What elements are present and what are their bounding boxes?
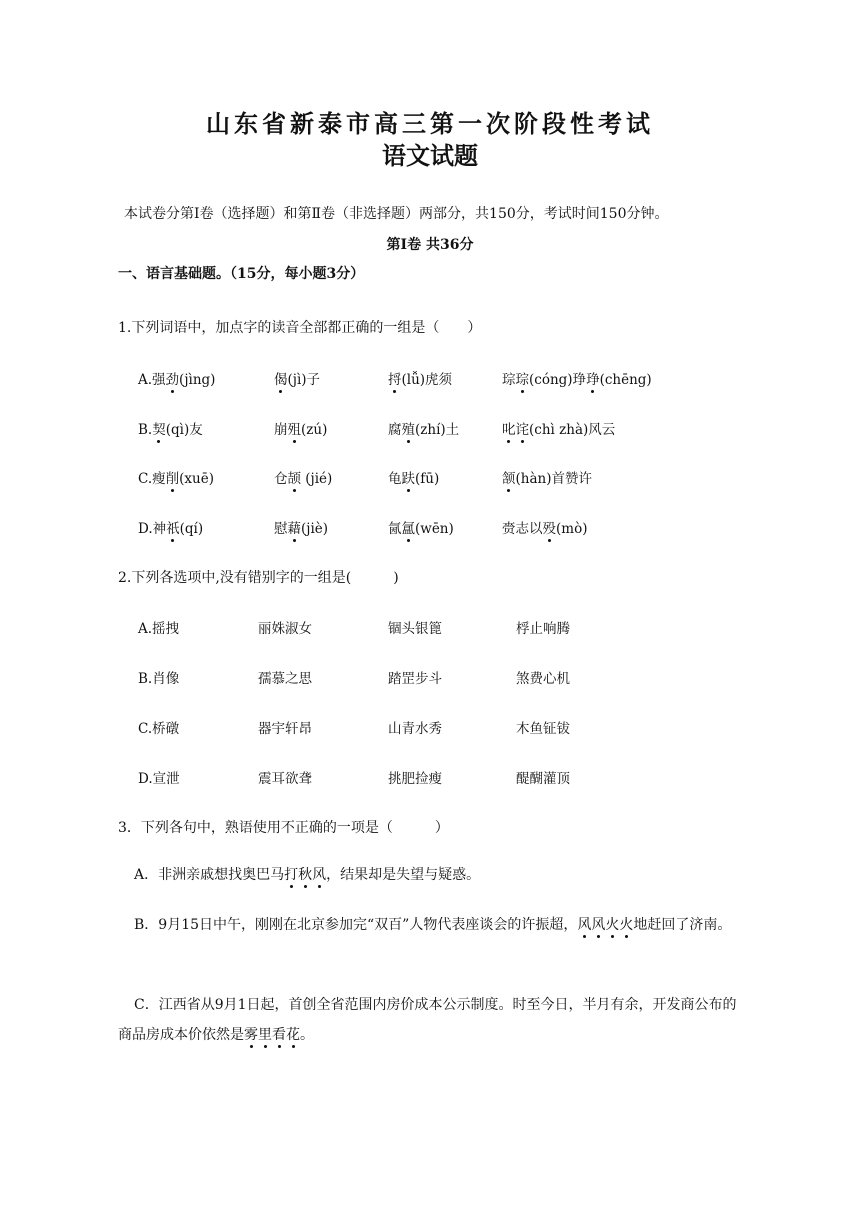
q2-c-c3: 山青水秀 xyxy=(388,721,442,737)
q1-a-c2: 偈(jì)子 xyxy=(274,372,321,388)
q2-a-c2: 丽姝淑女 xyxy=(258,621,312,637)
emphasis-char: 花 xyxy=(286,1027,300,1043)
q2-a-c4: 桴止响腾 xyxy=(516,621,570,637)
emphasis-char: 里 xyxy=(258,1027,272,1043)
emphasis-char: 雾 xyxy=(244,1027,258,1043)
q3-a-post: ，结果却是失望与疑惑。 xyxy=(326,867,481,883)
emphasis-char: 看 xyxy=(272,1027,286,1043)
q3-a-pre: A．非洲亲戚想找奥巴马 xyxy=(134,867,285,883)
q2-b-c4: 煞费心机 xyxy=(516,671,570,687)
q1-b-c4: 叱诧(chì zhà)风云 xyxy=(502,422,616,438)
q3-b-pre: B．9月15日中午，刚刚在北京参加完“双百”人物代表座谈会的许振超， xyxy=(134,917,578,933)
emphasis-char: 风 xyxy=(312,867,327,883)
q2-d-c3: 挑肥捡瘦 xyxy=(388,771,442,787)
q2-d-c4: 醍醐灌顶 xyxy=(516,771,570,787)
q2-c-c2: 器宇轩昂 xyxy=(258,721,312,737)
volume-heading: 第Ⅰ卷 共36分 xyxy=(386,237,474,253)
q3-c-post: 。 xyxy=(300,1027,314,1043)
q3-a-dotted xyxy=(284,867,326,883)
q1-b-c2: 崩殂(zú) xyxy=(274,422,328,438)
emphasis-char: 打 xyxy=(284,867,299,883)
q3-b-dotted xyxy=(577,917,633,933)
q2-b-c3: 踏罡步斗 xyxy=(388,671,442,687)
q1-a-c3: 捋(lǚ)虎须 xyxy=(388,372,453,388)
q2-b-c2: 孺慕之思 xyxy=(258,671,312,687)
q3-b-post: 地赶回了济南。 xyxy=(633,917,732,933)
q1-b-c1: B.契(qì)友 xyxy=(138,422,203,438)
emphasis-char: 火 xyxy=(605,917,620,933)
q1-a-c4: 琮琮(cóng)琤琤(chēng) xyxy=(502,372,652,388)
emphasis-char: 火 xyxy=(619,917,634,933)
q1-d-c3: 氤氲(wēn) xyxy=(388,521,454,537)
q3-option-a xyxy=(118,860,748,890)
q1-c-c1: C.瘦削(xuē) xyxy=(138,471,214,487)
q2-b-c1: B.肖像 xyxy=(138,671,180,687)
q3-option-c xyxy=(118,990,748,1050)
emphasis-char: 风 xyxy=(577,917,592,933)
q1-d-c2: 慰藉(jiè) xyxy=(274,521,329,537)
emphasis-char: 秋 xyxy=(298,867,313,883)
q1-d-c1: D.神祇(qí) xyxy=(138,521,204,537)
q1-b-c3: 腐殖(zhí)土 xyxy=(388,422,460,438)
q2-a-c3: 锢头银篦 xyxy=(388,621,442,637)
q2-stem: 2.下列各选项中,没有错别字的一组是( ) xyxy=(118,570,399,586)
q3-stem: 3．下列各句中，熟语使用不正确的一项是（ ） xyxy=(118,820,449,836)
q1-c-c4: 颔(hàn)首赞许 xyxy=(502,471,592,487)
q2-d-c1: D.宣泄 xyxy=(138,771,180,787)
q1-c-c3: 龟趺(fū) xyxy=(388,471,440,487)
q1-stem: 1.下列词语中，加点字的读音全部都正确的一组是（ ） xyxy=(118,320,482,336)
q2-a-c1: A.摇拽 xyxy=(138,621,180,637)
q1-c-c2: 仓颉 (jié) xyxy=(274,471,333,487)
q1-d-c4: 赍志以殁(mò) xyxy=(502,521,588,537)
emphasis-char: 风 xyxy=(591,917,606,933)
q2-c-c1: C.桥礅 xyxy=(138,721,180,737)
exam-subtitle: 语文试题 xyxy=(382,141,478,170)
q2-c-c4: 木鱼钲钹 xyxy=(516,721,570,737)
section-heading: 一、语言基础题。（15分，每小题3分） xyxy=(118,266,365,282)
q3-option-b xyxy=(118,910,748,940)
q2-d-c2: 震耳欲聋 xyxy=(258,771,312,787)
exam-title: 山东省新泰市高三第一次阶段性考试 xyxy=(206,109,654,138)
q1-a-c1: A.强劲(jìng) xyxy=(138,372,216,388)
exam-intro: 本试卷分第Ⅰ卷（选择题）和第Ⅱ卷（非选择题）两部分，共150分，考试时间150分钟。 xyxy=(124,206,669,222)
q3-c-dotted xyxy=(244,1027,300,1043)
q3-c-pre: C．江西省从9月1日起，首创全省范围内房价成本公示制度。时至今日，半月有余，开发商公布的商品房成本价依然是 xyxy=(118,997,737,1043)
